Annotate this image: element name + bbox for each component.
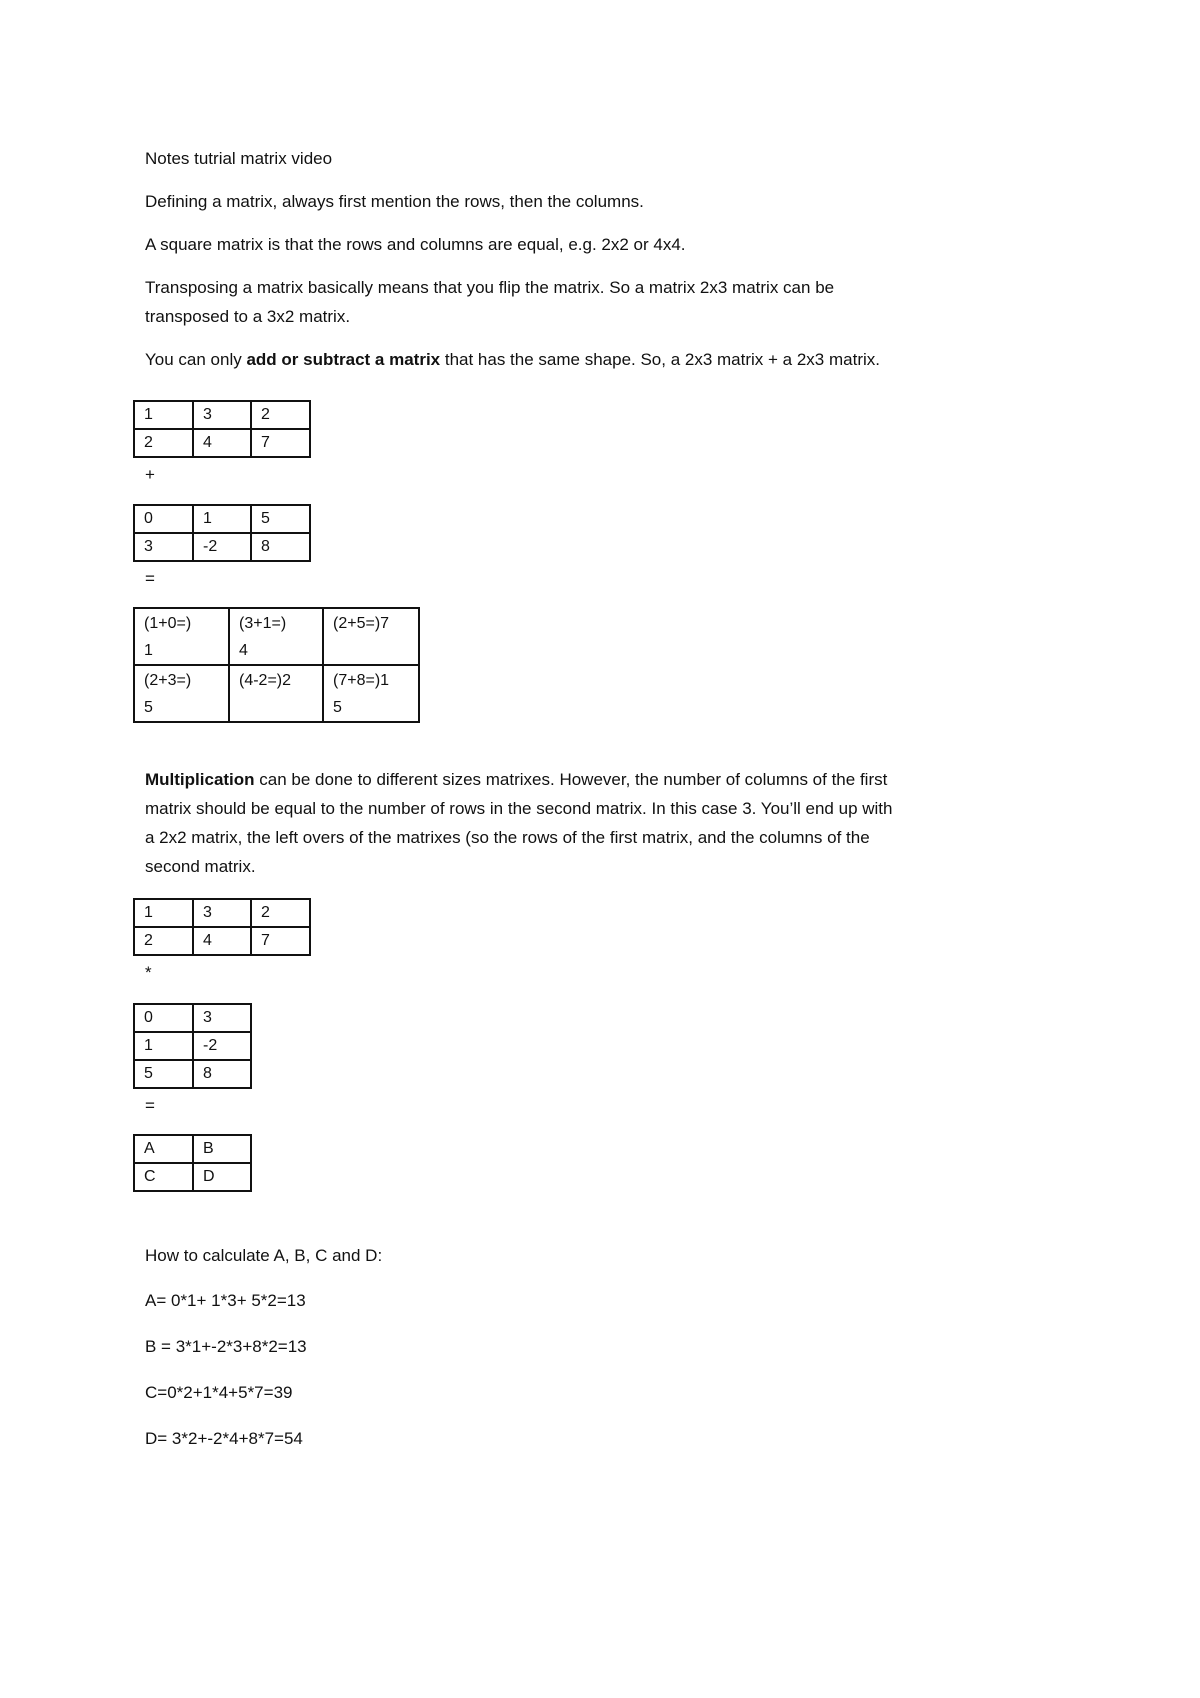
equals-operator: = bbox=[145, 569, 155, 588]
calculation-d: D= 3*2+-2*4+8*7=54 bbox=[145, 1429, 303, 1448]
matrix-cell: 7 bbox=[251, 429, 310, 457]
matrix-cell: 0 bbox=[134, 1004, 193, 1032]
paragraph-line: a 2x2 matrix, the left overs of the matrixes (so the rows of the first matrix, and the columns of the bbox=[145, 828, 870, 847]
bold-term: Multiplication bbox=[145, 770, 255, 789]
paragraph-square: A square matrix is that the rows and columns are equal, e.g. 2x2 or 4x4. bbox=[145, 235, 686, 254]
paragraph-line: Transposing a matrix basically means that you flip the matrix. So a matrix 2x3 matrix can be bbox=[145, 278, 835, 297]
matrix-cell: 5 bbox=[251, 505, 310, 533]
cell-line: (4-2=)2 bbox=[239, 672, 292, 689]
add-matrix-a bbox=[133, 400, 311, 458]
matrix-cell: 1 bbox=[134, 1032, 193, 1060]
matrix-cell: D bbox=[193, 1163, 251, 1191]
paragraph-line bbox=[145, 765, 1065, 794]
add-matrix-b bbox=[133, 504, 311, 562]
result-cell bbox=[323, 608, 419, 665]
matrix-cell: 2 bbox=[134, 927, 193, 955]
calculation-b: B = 3*1+-2*3+8*2=13 bbox=[145, 1337, 307, 1356]
matrix-cell: 5 bbox=[134, 1060, 193, 1088]
paragraph-howto: How to calculate A, B, C and D: bbox=[145, 1246, 383, 1265]
matrix-row bbox=[134, 1163, 251, 1191]
matrix-cell: C bbox=[134, 1163, 193, 1191]
matrix-cell: 3 bbox=[134, 533, 193, 561]
text-run: that has the same shape. So, a 2x3 matrix + a 2x3 matrix. bbox=[440, 350, 880, 369]
matrix-row bbox=[134, 505, 310, 533]
matrix-cell: 2 bbox=[251, 401, 310, 429]
mult-matrix-a bbox=[133, 898, 311, 956]
matrix-row bbox=[134, 1060, 251, 1088]
cell-line: (7+8=)1 bbox=[333, 672, 390, 689]
document-title: Notes tutrial matrix video bbox=[145, 149, 333, 168]
matrix-row bbox=[134, 1032, 251, 1060]
matrix-row bbox=[134, 533, 310, 561]
matrix-cell: 8 bbox=[193, 1060, 251, 1088]
cell-line: (2+5=)7 bbox=[333, 615, 390, 632]
add-result-matrix bbox=[133, 607, 420, 723]
matrix-cell: 8 bbox=[251, 533, 310, 561]
paragraph-line: transposed to a 3x2 matrix. bbox=[145, 307, 351, 326]
matrix-cell: 3 bbox=[193, 899, 251, 927]
calculation-a: A= 0*1+ 1*3+ 5*2=13 bbox=[145, 1291, 306, 1310]
cell-line: (3+1=) bbox=[239, 615, 287, 632]
matrix-cell: 3 bbox=[193, 1004, 251, 1032]
cell-line: 4 bbox=[239, 642, 248, 659]
matrix-row bbox=[134, 899, 310, 927]
matrix-cell: 7 bbox=[251, 927, 310, 955]
matrix-row bbox=[134, 608, 419, 665]
matrix-cell: 0 bbox=[134, 505, 193, 533]
matrix-cell: A bbox=[134, 1135, 193, 1163]
matrix-cell: 1 bbox=[193, 505, 251, 533]
result-cell bbox=[229, 608, 323, 665]
matrix-cell: 2 bbox=[134, 429, 193, 457]
text-run: can be done to different sizes matrixes. However, the number of columns of the first bbox=[254, 770, 888, 789]
cell-line: (2+3=) bbox=[144, 672, 192, 689]
equals-operator: = bbox=[145, 1096, 155, 1115]
matrix-cell: 1 bbox=[134, 401, 193, 429]
cell-line: 5 bbox=[144, 699, 153, 716]
cell-line: 5 bbox=[333, 699, 342, 716]
result-cell bbox=[229, 665, 323, 722]
bold-term: add or subtract a matrix bbox=[246, 350, 441, 369]
matrix-cell: -2 bbox=[193, 533, 251, 561]
paragraph-add-subtract bbox=[145, 345, 880, 374]
paragraph-line: second matrix. bbox=[145, 857, 256, 876]
matrix-row bbox=[134, 1135, 251, 1163]
result-cell bbox=[323, 665, 419, 722]
matrix-cell: -2 bbox=[193, 1032, 251, 1060]
mult-result-matrix bbox=[133, 1134, 252, 1192]
matrix-cell: B bbox=[193, 1135, 251, 1163]
paragraph-transpose bbox=[145, 273, 1065, 331]
matrix-cell: 2 bbox=[251, 899, 310, 927]
matrix-row bbox=[134, 665, 419, 722]
result-cell bbox=[134, 608, 229, 665]
mult-matrix-b bbox=[133, 1003, 252, 1089]
text-run: You can only bbox=[145, 350, 247, 369]
matrix-cell: 3 bbox=[193, 401, 251, 429]
result-cell bbox=[134, 665, 229, 722]
matrix-row bbox=[134, 1004, 251, 1032]
paragraph-defining: Defining a matrix, always first mention the rows, then the columns. bbox=[145, 192, 644, 211]
cell-line: 1 bbox=[144, 642, 153, 659]
plus-operator: + bbox=[145, 465, 155, 484]
paragraph-multiplication bbox=[145, 765, 1065, 881]
matrix-row bbox=[134, 401, 310, 429]
paragraph-line: matrix should be equal to the number of rows in the second matrix. In this case 3. You’ll end up with bbox=[145, 799, 893, 818]
matrix-cell: 4 bbox=[193, 927, 251, 955]
calculation-c: C=0*2+1*4+5*7=39 bbox=[145, 1383, 293, 1402]
matrix-cell: 1 bbox=[134, 899, 193, 927]
matrix-row bbox=[134, 429, 310, 457]
matrix-cell: 4 bbox=[193, 429, 251, 457]
matrix-row bbox=[134, 927, 310, 955]
multiply-operator: * bbox=[145, 963, 152, 982]
cell-line: (1+0=) bbox=[144, 615, 192, 632]
